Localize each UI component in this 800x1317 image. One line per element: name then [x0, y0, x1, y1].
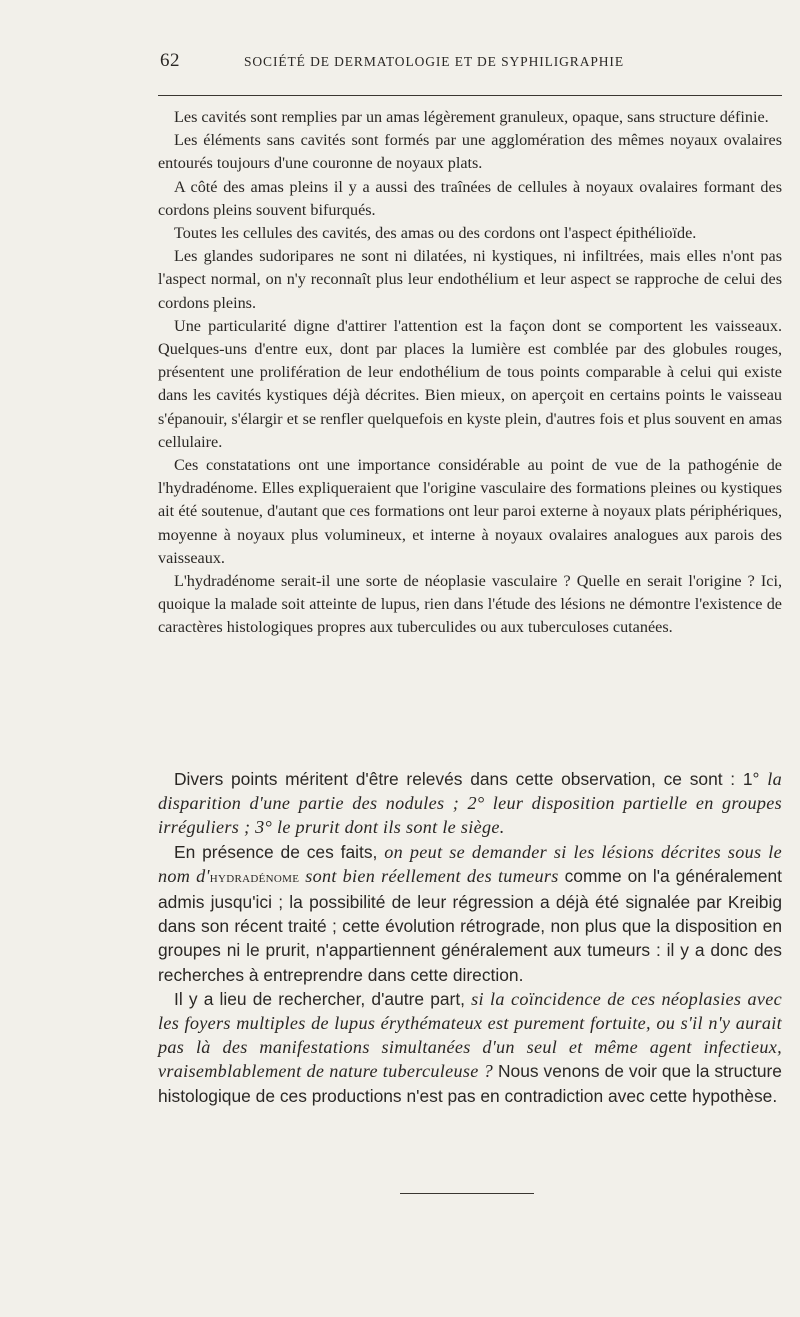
paragraph-hydradenoma-question: L'hydradénome serait-il une sorte de néoplasie vasculaire ? Quelle en serait l'origine ? Ici, quoique la malade soit atteinte de lupus, rien dans l'étude des lésions ne démontre l'existence de caractères histologiques propres aux tuberculides ou aux tuberculoses cutanées.: [158, 572, 782, 637]
paragraph-sweat-glands: Les glandes sudoripares ne sont ni dilatées, ni kystiques, ni infiltrées, mais elles n'ont pas l'aspect normal, on n'y reconnaît plus leur endothélium et leur aspect se rapproche de celui des cordons pleins.: [158, 247, 782, 312]
discussion-1-italic: la disparition d'une partie des nodules ; 2° leur disposition partielle en groupes irréguliers ; 3° le prurit dont ils sont le siège.: [158, 769, 782, 838]
discussion-paragraph-2: [158, 840, 782, 987]
discussion-section: [158, 767, 782, 1108]
header-rule: [158, 95, 782, 96]
paragraph-solid-elements: Les éléments sans cavités sont formés par une agglomération des mêmes noyaux ovalaires entourés toujours d'une couronne de noyaux plats.: [158, 131, 782, 173]
discussion-2-text-b: comme on l'a généralement admis jusqu'ici ; la possibilité de leur régression a déjà été signalée par Kreibig dans son récent traité ; cette évolution rétrograde, non plus que la disposition en groupes ni le prurit, n'appartiennent généralement aux tumeurs : il y a donc des recherches à entreprendre dans cette direction.: [158, 865, 783, 985]
page-header: [160, 50, 780, 74]
discussion-1-text: Divers points méritent d'être relevés dans cette observation, ce sont : 1°: [174, 769, 768, 789]
discussion-paragraph-3: [158, 987, 782, 1108]
discussion-2-text-a: En présence de ces faits,: [174, 841, 385, 862]
discussion-2-italic-a: on peut se demander si les lésions décrites sous le nom d': [158, 841, 782, 886]
paragraph-cavities: Les cavités sont remplies par un amas légèrement granuleux, opaque, sans structure définie.: [174, 108, 769, 126]
page-number: 62: [160, 50, 180, 71]
histology-description: [158, 106, 782, 640]
paragraph-pathogenesis: Ces constatations ont une importance considérable au point de vue de la pathogénie de l'hydradénome. Elles expliqueraient que l'origine vasculaire des formations pleines ou kystiques ait été soutenue, d'autant que ces formations ont leur paroi externe à noyaux plats périphériques, moyenne à noyaux plus volumineux, et interne à noyaux ovalaires analogues aux parois des vaisseaux.: [158, 456, 782, 567]
discussion-3-text-b: Nous venons de voir que la structure histologique de ces productions n'est pas en contradiction avec cette hypothèse.: [158, 1061, 782, 1106]
discussion-3-italic: si la coïncidence de ces néoplasies avec les foyers multiples de lupus érythémateux est purement fortuite, ou s'il n'y aurait pas là des manifestations simultanées d'un seul et même agent infectieux, vraisemblablement de nature tuberculeuse ?: [158, 988, 782, 1082]
hydradenome-smallcaps: hydradénome: [209, 868, 300, 886]
closing-rule: [400, 1193, 534, 1194]
paragraph-cell-trails: A côté des amas pleins il y a aussi des traînées de cellules à noyaux ovalaires formant des cordons pleins souvent bifurqués.: [158, 177, 782, 219]
discussion-3-text-a: Il y a lieu de rechercher, d'autre part,: [174, 988, 472, 1009]
discussion-2-italic-b: sont bien réellement des tumeurs: [299, 865, 559, 886]
paragraph-epithelioid: Toutes les cellules des cavités, des amas ou des cordons ont l'aspect épithélioïde.: [174, 224, 697, 243]
running-head: SOCIÉTÉ DE DERMATOLOGIE ET DE SYPHILIGRAPHIE: [244, 54, 624, 69]
paragraph-vessels: Une particularité digne d'attirer l'attention est la façon dont se comportent les vaisseaux. Quelques-uns d'entre eux, dont par places la lumière est comblée par des globules rouges, présentent une prolifération de leur endothélium de tous points comparable à celui qui existe dans les cavités kystiques déjà décrites. Bien mieux, on aperçoit en certains points le vaisseau s'épanouir, s'élargir et se renfler quelquefois en kyste plein, d'autres fois et plus souvent en amas cellulaire.: [158, 316, 782, 451]
discussion-paragraph-1: [158, 767, 782, 840]
